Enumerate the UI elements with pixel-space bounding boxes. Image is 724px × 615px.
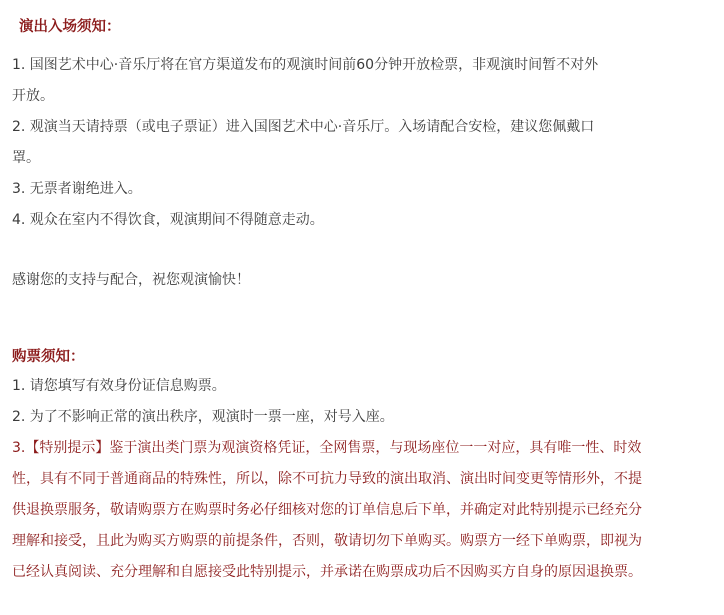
thanks-text: 感谢您的支持与配合，祝您观演愉快！ [12,272,250,288]
entry-notice-item-2-continued: 罩。 [12,150,40,166]
entry-notice-item-4: 4. 观众在室内不得饮食，观演期间不得随意走动。 [12,212,324,228]
entry-notice-item-1-continued: 开放。 [12,88,54,104]
special-notice-line-5: 已经认真阅读、充分理解和自愿接受此特别提示，并承诺在购票成功后不因购买方自身的原因退换票。 [12,564,642,580]
special-notice-line-3: 供退换票服务，敬请购票方在购票时务必仔细核对您的订单信息后下单，并确定对此特别提示已经充分 [12,502,642,518]
purchase-notice-item-1: 1. 请您填写有效身份证信息购票。 [12,378,226,394]
entry-notice-title: 演出入场须知： [19,19,121,35]
special-notice-line-2: 性，具有不同于普通商品的特殊性，所以，除不可抗力导致的演出取消、演出时间变更等情形外，不提 [12,471,642,487]
special-notice-line-1: 3.【特别提示】鉴于演出类门票为观演资格凭证，全网售票，与现场座位一一对应，具有唯一性、时效 [12,440,642,456]
special-notice-line-4: 理解和接受，且此为购买方购票的前提条件，否则，敬请切勿下单购买。购票方一经下单购票，即视为 [12,533,642,549]
entry-notice-item-1: 1. 国图艺术中心·音乐厅将在官方渠道发布的观演时间前60分钟开放检票，非观演时间暂不对外 [12,57,599,73]
entry-notice-item-3: 3. 无票者谢绝进入。 [12,181,142,197]
entry-notice-item-2: 2. 观演当天请持票（或电子票证）进入国图艺术中心·音乐厅。入场请配合安检，建议您佩戴口 [12,119,595,135]
purchase-notice-item-2: 2. 为了不影响正常的演出秩序，观演时一票一座，对号入座。 [12,409,394,425]
purchase-notice-title: 购票须知： [12,349,85,365]
